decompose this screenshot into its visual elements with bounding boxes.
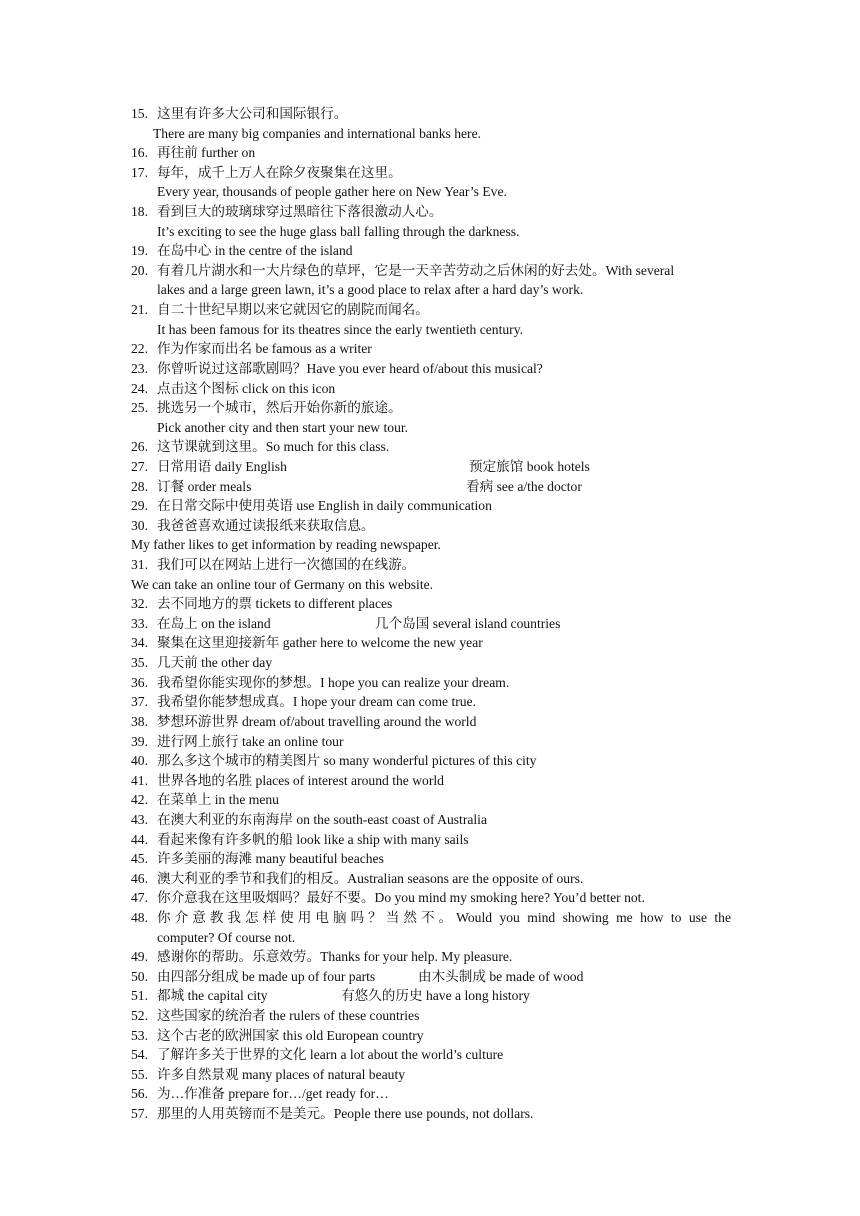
list-line xyxy=(0,496,860,516)
item-text: 我希望你能梦想成真。I hope your dream can come true. xyxy=(157,694,476,710)
item-number: 21. xyxy=(131,302,148,318)
item-text: 挑选另一个城市，然后开始你新的旅途。 xyxy=(157,400,402,416)
item-text: 在日常交际中使用英语 use English in daily communication xyxy=(157,498,492,514)
item-number: 39. xyxy=(131,733,148,749)
list-line xyxy=(0,810,860,830)
list-line xyxy=(0,575,860,595)
item-text-second-column: 看病 see a/the doctor xyxy=(466,478,582,494)
item-number: 30. xyxy=(131,517,148,533)
list-line xyxy=(0,1045,860,1065)
list-line xyxy=(0,555,860,575)
item-text: 澳大利亚的季节和我们的相反。Australian seasons are the opposite of ours. xyxy=(157,870,584,886)
item-text: 那里的人用英镑而不是美元。People there use pounds, not dollars. xyxy=(157,1106,534,1122)
item-text-second-column: 由木头制成 be made of wood xyxy=(418,968,584,984)
item-text: 你曾听说过这部歌剧吗？Have you ever heard of/about this musical? xyxy=(157,360,543,376)
item-number: 32. xyxy=(131,596,148,612)
list-line xyxy=(0,477,860,497)
item-text: 订餐 order meals xyxy=(157,478,252,494)
item-translation: My father likes to get information by reading newspaper. xyxy=(131,537,441,553)
item-text: 我爸爸喜欢通过读报纸来获取信息。 xyxy=(157,517,375,533)
item-number: 36. xyxy=(131,674,148,690)
item-translation: computer? Of course not. xyxy=(157,929,296,945)
item-number: 25. xyxy=(131,400,148,416)
list-line xyxy=(0,712,860,732)
item-number: 47. xyxy=(131,890,148,906)
item-text: 我希望你能实现你的梦想。I hope you can realize your dream. xyxy=(157,674,510,690)
list-line xyxy=(0,1084,860,1104)
item-number: 37. xyxy=(131,694,148,710)
item-text: 梦想环游世界 dream of/about travelling around the world xyxy=(157,713,477,729)
list-line xyxy=(0,222,860,242)
list-line xyxy=(0,732,860,752)
item-number: 46. xyxy=(131,870,148,886)
item-text: 我们可以在网站上进行一次德国的在线游。 xyxy=(157,557,416,573)
item-translation: We can take an online tour of Germany on this website. xyxy=(131,576,434,592)
item-number: 50. xyxy=(131,968,148,984)
list-line xyxy=(0,771,860,791)
item-text: 那么多这个城市的精美图片 so many wonderful pictures of this city xyxy=(157,753,537,769)
list-line xyxy=(0,457,860,477)
item-number: 44. xyxy=(131,831,148,847)
item-translation: It has been famous for its theatres since the early twentieth century. xyxy=(157,321,524,337)
item-number: 20. xyxy=(131,262,148,278)
item-number: 53. xyxy=(131,1027,148,1043)
list-line xyxy=(0,163,860,183)
item-text-second-column: 有悠久的历史 have a long history xyxy=(341,988,530,1004)
item-number: 41. xyxy=(131,772,148,788)
list-line xyxy=(0,1006,860,1026)
list-line xyxy=(0,673,860,693)
item-text: 这节课就到这里。So much for this class. xyxy=(157,439,390,455)
item-number: 48. xyxy=(131,909,148,925)
list-line xyxy=(0,300,860,320)
list-line xyxy=(0,986,860,1006)
item-text: 点击这个图标 click on this icon xyxy=(157,380,336,396)
list-line xyxy=(0,594,860,614)
list-line xyxy=(0,1104,860,1124)
list-line xyxy=(0,418,860,438)
item-text: 都城 the capital city xyxy=(157,988,268,1004)
list-line xyxy=(0,692,860,712)
item-number: 52. xyxy=(131,1008,148,1024)
list-line xyxy=(0,124,860,144)
item-text-second-column: 几个岛国 several island countries xyxy=(375,615,561,631)
list-line xyxy=(0,398,860,418)
item-number: 27. xyxy=(131,458,148,474)
item-text: 感谢你的帮助。乐意效劳。Thanks for your help. My pleasure. xyxy=(157,949,513,965)
item-number: 31. xyxy=(131,557,148,573)
item-number: 23. xyxy=(131,360,148,376)
item-text: 你介意我在这里吸烟吗？最好不要。Do you mind my smoking here? You’d better not. xyxy=(157,890,645,906)
list-line xyxy=(0,143,860,163)
item-text: 世界各地的名胜 places of interest around the world xyxy=(157,772,444,788)
item-number: 51. xyxy=(131,988,148,1004)
list-line xyxy=(0,614,860,634)
list-line xyxy=(0,280,860,300)
item-number: 28. xyxy=(131,478,148,494)
item-number: 43. xyxy=(131,811,148,827)
item-text: 再往前 further on xyxy=(157,145,256,161)
list-line xyxy=(0,182,860,202)
item-number: 34. xyxy=(131,635,148,651)
list-line xyxy=(0,830,860,850)
list-line xyxy=(0,633,860,653)
list-line xyxy=(0,849,860,869)
list-line xyxy=(0,104,860,124)
item-number: 29. xyxy=(131,498,148,514)
list-line xyxy=(0,261,860,281)
item-number: 18. xyxy=(131,204,148,220)
list-line xyxy=(0,202,860,222)
list-line xyxy=(0,516,860,536)
list-line xyxy=(0,320,860,340)
item-translation: lakes and a large green lawn, it’s a good place to relax after a hard day’s work. xyxy=(157,282,584,298)
item-number: 45. xyxy=(131,851,148,867)
item-text: 在岛中心 in the centre of the island xyxy=(157,243,353,259)
item-text: 了解许多关于世界的文化 learn a lot about the world’s culture xyxy=(157,1047,504,1063)
item-translation: Pick another city and then start your new tour. xyxy=(157,419,409,435)
list-line xyxy=(0,947,860,967)
item-text: 许多自然景观 many places of natural beauty xyxy=(157,1066,406,1082)
item-text: 这个古老的欧洲国家 this old European country xyxy=(157,1027,424,1043)
list-line xyxy=(0,535,860,555)
item-text: 这些国家的统治者 the rulers of these countries xyxy=(157,1008,420,1024)
item-text: 为…作准备 prepare for…/get ready for… xyxy=(157,1086,389,1102)
list-line xyxy=(0,928,860,948)
item-translation: There are many big companies and international banks here. xyxy=(153,125,482,141)
vocabulary-list xyxy=(0,104,860,1124)
item-number: 26. xyxy=(131,439,148,455)
item-text: 自二十世纪早期以来它就因它的剧院而闻名。 xyxy=(157,302,429,318)
list-line xyxy=(0,1065,860,1085)
item-text: 作为作家而出名 be famous as a writer xyxy=(157,341,372,357)
list-line xyxy=(0,790,860,810)
item-number: 38. xyxy=(131,713,148,729)
item-text: 有着几片湖水和一大片绿色的草坪，它是一天辛苦劳动之后休闲的好去处。With several xyxy=(157,262,675,278)
item-text: 进行网上旅行 take an online tour xyxy=(157,733,344,749)
item-number: 42. xyxy=(131,792,148,808)
item-number: 24. xyxy=(131,380,148,396)
list-line xyxy=(0,653,860,673)
item-number: 49. xyxy=(131,949,148,965)
item-number: 54. xyxy=(131,1047,148,1063)
item-number: 17. xyxy=(131,164,148,180)
item-text: 由四部分组成 be made up of four parts xyxy=(157,968,376,984)
item-text: 许多美丽的海滩 many beautiful beaches xyxy=(157,851,384,867)
item-number: 56. xyxy=(131,1086,148,1102)
item-text: 看起来像有许多帆的船 look like a ship with many sails xyxy=(157,831,469,847)
item-number: 35. xyxy=(131,655,148,671)
list-line xyxy=(0,437,860,457)
item-translation: Every year, thousands of people gather here on New Year’s Eve. xyxy=(157,184,507,200)
item-text: 看到巨大的玻璃球穿过黑暗往下落很激动人心。 xyxy=(157,204,443,220)
item-number: 22. xyxy=(131,341,148,357)
item-number: 40. xyxy=(131,753,148,769)
item-text: 日常用语 daily English xyxy=(157,458,287,474)
list-line xyxy=(0,908,860,928)
item-number: 57. xyxy=(131,1106,148,1122)
item-text: 这里有许多大公司和国际银行。 xyxy=(157,106,348,121)
item-text: 你介意教我怎样使用电脑吗？当然不。Would you mind showing me how to use the xyxy=(157,909,731,925)
item-number: 15. xyxy=(131,106,148,121)
item-number: 16. xyxy=(131,145,148,161)
item-number: 55. xyxy=(131,1066,148,1082)
item-text: 在菜单上 in the menu xyxy=(157,792,279,808)
item-translation: It’s exciting to see the huge glass ball falling through the darkness. xyxy=(157,223,520,239)
item-text: 在澳大利亚的东南海岸 on the south-east coast of Australia xyxy=(157,811,487,827)
item-text: 在岛上 on the island xyxy=(157,615,271,631)
list-line xyxy=(0,379,860,399)
list-line xyxy=(0,241,860,261)
list-line xyxy=(0,751,860,771)
item-text: 几天前 the other day xyxy=(157,655,273,671)
item-text: 聚集在这里迎接新年 gather here to welcome the new year xyxy=(157,635,483,651)
item-text: 每年，成千上万人在除夕夜聚集在这里。 xyxy=(157,164,402,180)
item-number: 33. xyxy=(131,615,148,631)
item-number: 19. xyxy=(131,243,148,259)
item-text-second-column: 预定旅馆 book hotels xyxy=(469,458,590,474)
list-line xyxy=(0,1026,860,1046)
list-line xyxy=(0,888,860,908)
list-line xyxy=(0,869,860,889)
item-text: 去不同地方的票 tickets to different places xyxy=(157,596,393,612)
list-line xyxy=(0,339,860,359)
list-line xyxy=(0,967,860,987)
list-line xyxy=(0,359,860,379)
